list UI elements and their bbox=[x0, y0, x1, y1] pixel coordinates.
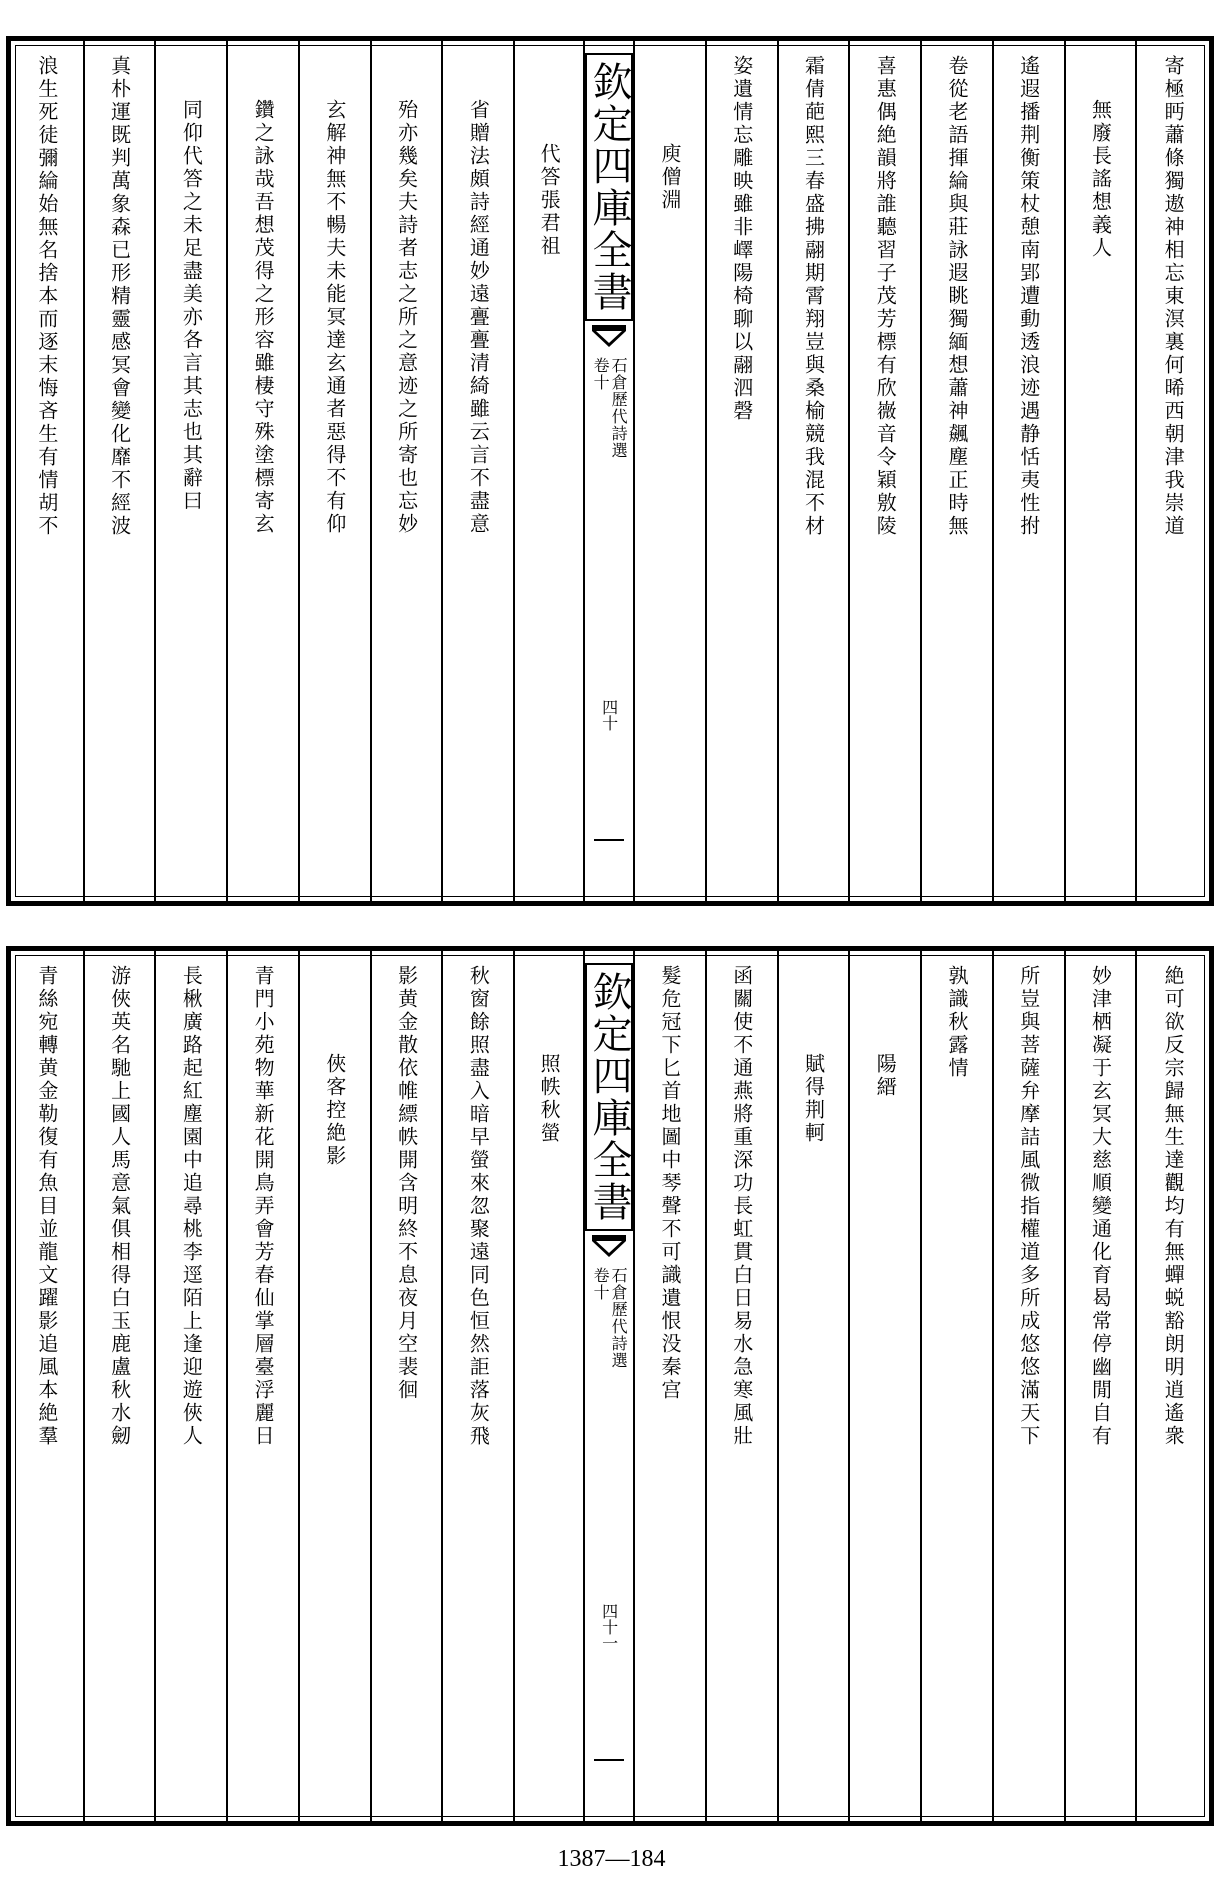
column-text: 游俠英名馳上國人馬意氣俱相得白玉鹿盧秋水劒 bbox=[107, 965, 132, 1448]
column-text: 青絲宛轉黄金勒復有魚目並龍文躍影追風本絶羣 bbox=[34, 965, 59, 1448]
volume-number: 卷十 bbox=[591, 357, 611, 391]
text-column bbox=[705, 951, 777, 1821]
text-column bbox=[83, 41, 155, 901]
column-text: 寄極眄蕭條獨遨神相忘東溟裏何晞西朝津我崇道 bbox=[1161, 55, 1186, 538]
column-text: 函關使不通燕將重深功長虹貫白日易水急寒風壯 bbox=[729, 965, 754, 1448]
text-column bbox=[298, 951, 370, 1821]
text-column bbox=[1135, 951, 1209, 1821]
text-column bbox=[11, 951, 83, 1821]
text-column bbox=[513, 951, 583, 1821]
series-title: 欽定四庫全書 bbox=[585, 963, 633, 1231]
fold-tick bbox=[594, 839, 624, 841]
collection-title: 石倉歷代詩選 bbox=[609, 1267, 629, 1369]
column-text: 孰識秋露情 bbox=[944, 965, 969, 1080]
column-text: 鑽之詠哉吾想茂得之形容雖棲守殊塗標寄玄 bbox=[251, 99, 276, 536]
column-text: 浪生死徒彌綸始無名捨本而逐末悔吝生有情胡不 bbox=[34, 55, 59, 538]
fish-tail-mark-icon bbox=[592, 325, 626, 349]
column-text: 姿遺情忘雕映雖非嶧陽椅聊以翮泗磬 bbox=[729, 55, 754, 423]
volume-number: 卷十 bbox=[591, 1267, 611, 1301]
column-text: 真朴運既判萬象森已形精靈感冥會變化靡不經波 bbox=[107, 55, 132, 538]
text-column bbox=[154, 41, 226, 901]
top-page bbox=[6, 36, 1214, 906]
text-column bbox=[848, 951, 920, 1821]
text-column bbox=[1064, 951, 1136, 1821]
text-column bbox=[226, 41, 298, 901]
column-text: 照帙秋螢 bbox=[537, 1053, 562, 1145]
column-text: 卷從老語揮綸與莊詠遐眺獨緬想蕭神飆塵正時無 bbox=[944, 55, 969, 538]
text-column bbox=[920, 951, 992, 1821]
column-text: 殆亦幾矣夫詩者志之所之意迹之所寄也忘妙 bbox=[394, 99, 419, 536]
column-text: 長楸廣路起紅塵園中追尋桃李逕陌上逢迎遊俠人 bbox=[179, 965, 204, 1448]
column-text: 喜惠偶絶韻將誰聽習子茂芳標有欣嶶音令穎敫陵 bbox=[873, 55, 898, 538]
text-column bbox=[154, 951, 226, 1821]
text-column bbox=[226, 951, 298, 1821]
column-text: 青門小苑物華新花開鳥弄會芳春仙掌層臺浮麗日 bbox=[251, 965, 276, 1448]
volume-meta bbox=[591, 357, 629, 459]
bottom-page bbox=[6, 946, 1214, 1826]
column-text: 影黄金散依帷縹帙開含明終不息夜月空裴徊 bbox=[394, 965, 419, 1402]
column-text: 省贈法頗詩經通妙遠亹亹清綺雖云言不盡意 bbox=[466, 99, 491, 536]
text-column bbox=[1064, 41, 1136, 901]
column-text: 同仰代答之未足盡美亦各言其志也其辭曰 bbox=[179, 99, 204, 513]
text-column bbox=[298, 41, 370, 901]
volume-meta bbox=[591, 1267, 629, 1369]
column-text: 秋窗餘照盡入暗早螢來忽聚遠同色恒然詎落灰飛 bbox=[466, 965, 491, 1448]
text-column bbox=[441, 951, 513, 1821]
text-column bbox=[777, 41, 849, 901]
column-text: 所豈與菩薩弁摩詰風微指權道多所成悠悠滿天下 bbox=[1016, 965, 1041, 1448]
column-text: 遙遐播荆衡策杖憩南郢遭動透浪迹遇静恬夷性拊 bbox=[1016, 55, 1041, 538]
column-text: 玄解神無不暢夫未能冥達玄通者惡得不有仰 bbox=[322, 99, 347, 536]
column-text: 代答張君祖 bbox=[537, 143, 562, 258]
text-column bbox=[992, 951, 1064, 1821]
text-column bbox=[633, 41, 705, 901]
center-fold bbox=[583, 41, 633, 901]
text-column bbox=[633, 951, 705, 1821]
column-text: 陽縉 bbox=[873, 1053, 898, 1099]
folio-number: 四十 bbox=[599, 699, 619, 731]
column-text: 霜倩葩熙三春盛拂翮期霄翔豈與桑榆競我混不材 bbox=[801, 55, 826, 538]
text-column bbox=[11, 41, 83, 901]
column-text: 無廢長謠想義人 bbox=[1088, 99, 1113, 260]
text-column bbox=[513, 41, 583, 901]
fold-tick bbox=[594, 1759, 624, 1761]
column-text: 賦得荆軻 bbox=[801, 1053, 826, 1145]
column-text: 髮危冠下匕首地圖中琴聲不可識遺恨没秦宫 bbox=[657, 965, 682, 1402]
column-text: 庾僧淵 bbox=[657, 143, 682, 212]
column-text: 絶可欲反宗歸無生達觀均有無蟬蜕豁朗明逍遙衆 bbox=[1161, 965, 1186, 1448]
text-column bbox=[992, 41, 1064, 901]
page-footer-number: 1387—184 bbox=[557, 1846, 666, 1872]
column-text: 俠客控絶影 bbox=[322, 1053, 347, 1168]
text-column bbox=[920, 41, 992, 901]
center-fold bbox=[583, 951, 633, 1821]
series-title: 欽定四庫全書 bbox=[585, 53, 633, 321]
text-column bbox=[705, 41, 777, 901]
column-text: 妙津栖凝于玄冥大慈順變通化育曷常停幽閒自有 bbox=[1088, 965, 1113, 1448]
text-column bbox=[83, 951, 155, 1821]
fish-tail-mark-icon bbox=[592, 1235, 626, 1259]
text-column bbox=[370, 951, 442, 1821]
text-column bbox=[370, 41, 442, 901]
text-column bbox=[1135, 41, 1209, 901]
collection-title: 石倉歷代詩選 bbox=[609, 357, 629, 459]
folio-number: 四十一 bbox=[599, 1603, 619, 1651]
text-column bbox=[441, 41, 513, 901]
text-column bbox=[777, 951, 849, 1821]
text-column bbox=[848, 41, 920, 901]
